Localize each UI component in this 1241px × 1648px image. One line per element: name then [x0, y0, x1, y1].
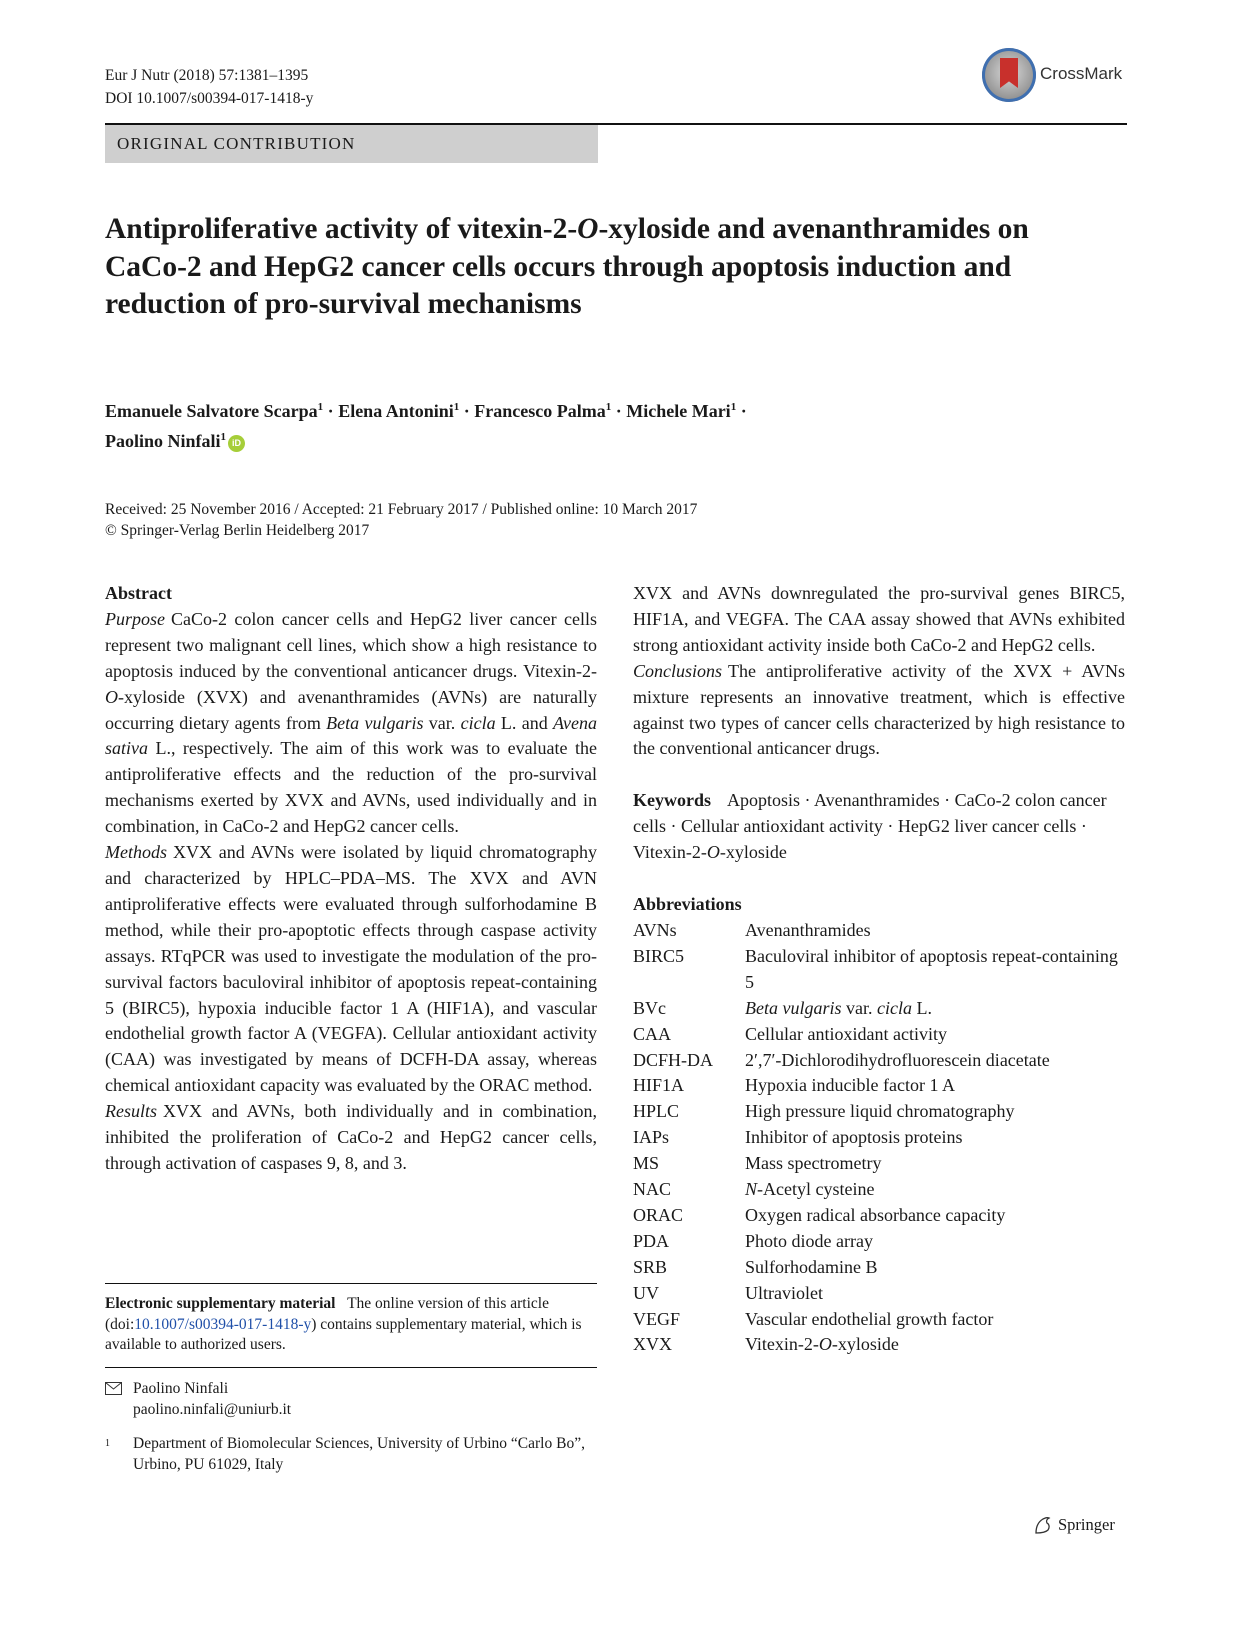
- doi-link[interactable]: 10.1007/s00394-017-1418-y: [134, 1315, 312, 1333]
- abbreviations-heading: Abbreviations: [633, 894, 742, 915]
- crossmark-label: CrossMark: [1040, 64, 1123, 83]
- abstract-heading: Abstract: [105, 583, 172, 603]
- author-name[interactable]: Paolino Ninfali: [105, 431, 221, 451]
- table-row: ORAC Oxygen radical absorbance capacity: [633, 1204, 1006, 1225]
- article-title: Antiproliferative activity of vitexin-2-O-xyloside and avenanthramides on CaCo-2 and HepG2 cancer cells occurs through apoptosis induction and reduction of pro-survival mechanisms: [105, 213, 1029, 320]
- correspondence: [105, 1367, 597, 1420]
- table-row: XVX Vitexin-2-O-xyloside: [633, 1334, 899, 1355]
- author-name[interactable]: Emanuele Salvatore Scarpa: [105, 401, 318, 421]
- affiliation: $^1$ Department of Biomolecular Sciences, University of Urbino “Carlo Bo”, Urbino, PU 61029, Italy: [105, 1433, 597, 1475]
- abstract-results-cont: XVX and AVNs downregulated the pro-survival genes BIRC5, HIF1A, and VEGFA. The CAA assay showed that AVNs exhibited strong antioxidant activity inside both CaCo-2 and HepG2 cells.: [633, 583, 1125, 655]
- table-row: BVc Beta vulgaris var. cicla L.: [633, 997, 932, 1018]
- abstract-methods: Methods XVX and AVNs were isolated by liquid chromatography and characterized by HPLC–PDA–MS. The XVX and AVN antiproliferative effects were evaluated through sulforhodamine B method, while their pro-apoptotic effects through caspase activity assays. RTqPCR was used to investigate the modulation of the pro-survival factors baculoviral inhibitor of apoptosis repeat-containing 5 (BIRC5), hypoxia inducible factor 1 A (HIF1A), and vascular endothelial growth factor A (VEGFA). Cellular antioxidant activity (CAA) was investigated by means of DCFH-DA assay, whereas chemical antioxidant capacity was evaluated by the ORAC method.: [105, 842, 597, 1096]
- left-column: [105, 581, 597, 1177]
- right-column: [633, 581, 1125, 1358]
- author-name[interactable]: Francesco Palma: [474, 401, 606, 421]
- affiliation-text: Department of Biomolecular Sciences, University of Urbino “Carlo Bo”, Urbino, PU 61029, Italy: [133, 1435, 585, 1473]
- abstract-conclusions: Conclusions The antiproliferative activity of the XVX + AVNs mixture represents an innovative treatment, which is effective against two types of cancer cells characterized by high resistance to the conventional anticancer drugs.: [633, 660, 1125, 759]
- envelope-icon: [105, 1378, 133, 1420]
- keywords: Keywords Apoptosis · Avenanthramides · CaCo-2 colon cancer cells · Cellular antioxidant activity · HepG2 liver cancer cells · Vitexin-2-O-xyloside: [633, 790, 1107, 863]
- doi-line: DOI 10.1007/s00394-017-1418-y: [105, 90, 314, 107]
- article-category: ORIGINAL CONTRIBUTION: [105, 125, 598, 163]
- table-row: DCFH-DA 2′,7′-Dichlorodihydrofluorescein diacetate: [633, 1049, 1050, 1070]
- email-link[interactable]: paolino.ninfali@uniurb.it: [133, 1401, 292, 1418]
- author-name[interactable]: Michele Mari: [626, 401, 731, 421]
- table-row: VEGF Vascular endothelial growth factor: [633, 1308, 994, 1329]
- publication-history: [105, 499, 697, 541]
- table-row: NAC N-Acetyl cysteine: [633, 1179, 875, 1200]
- supplementary-note: Electronic supplementary material The online version of this article (doi:10.1007/s00394-017-1418-y) contains supplementary material, which is available to authorized users.: [105, 1283, 597, 1356]
- publisher-name: Springer: [1058, 1515, 1115, 1534]
- table-row: HPLC High pressure liquid chromatography: [633, 1101, 1015, 1122]
- journal-line: Eur J Nutr (2018) 57:1381–1395: [105, 67, 309, 84]
- orcid-icon[interactable]: iD: [228, 435, 245, 452]
- author-name[interactable]: Elena Antonini: [338, 401, 454, 421]
- journal-citation: [105, 64, 313, 110]
- table-row: HIF1A Hypoxia inducible factor 1 A: [633, 1075, 955, 1096]
- table-row: BIRC5 Baculoviral inhibitor of apoptosis repeat-containing 5: [633, 945, 1118, 992]
- table-row: IAPs Inhibitor of apoptosis proteins: [633, 1127, 963, 1148]
- author-list: Emanuele Salvatore Scarpa$^1$ · Elena Antonini$^1$ · Francesco Palma$^1$ · Michele Mari$^1$ · Paolino Ninfali$^1$ iD: [105, 401, 747, 451]
- springer-horse-icon: [1032, 1515, 1054, 1535]
- table-row: AVNs Avenanthramides: [633, 919, 871, 940]
- corresponding-author: Paolino Ninfali: [133, 1380, 229, 1397]
- copyright-line: © Springer-Verlag Berlin Heidelberg 2017: [105, 522, 370, 539]
- table-row: SRB Sulforhodamine B: [633, 1256, 878, 1277]
- abstract-purpose: Purpose CaCo-2 colon cancer cells and HepG2 liver cancer cells represent two malignant cell lines, which show a high resistance to apoptosis induced by the conventional anticancer drugs. Vitexin-2-O-xyloside (XVX) and avenanthramides (AVNs) are naturally occurring dietary agents from Beta vulgaris var. cicla L. and Avena sativa L., respectively. The aim of this work was to evaluate the antiproliferative effects and the reduction of the pro-survival mechanisms exerted by XVX and AVNs, used individually and in combination, in CaCo-2 and HepG2 cancer cells.: [105, 608, 597, 837]
- publisher-logo: [1032, 1515, 1115, 1535]
- abbreviations-table: [633, 918, 1125, 1358]
- table-row: CAA Cellular antioxidant activity: [633, 1023, 947, 1044]
- abstract-results: Results XVX and AVNs, both individually and in combination, inhibited the proliferation of CaCo-2 and HepG2 cancer cells, through activation of caspases 9, 8, and 3.: [105, 1101, 597, 1173]
- table-row: PDA Photo diode array: [633, 1230, 873, 1251]
- history-dates: Received: 25 November 2016 / Accepted: 21 February 2017 / Published online: 10 March 2017: [105, 501, 698, 518]
- crossmark-badge[interactable]: [982, 46, 1132, 108]
- table-row: UV Ultraviolet: [633, 1282, 823, 1303]
- table-row: MS Mass spectrometry: [633, 1153, 882, 1174]
